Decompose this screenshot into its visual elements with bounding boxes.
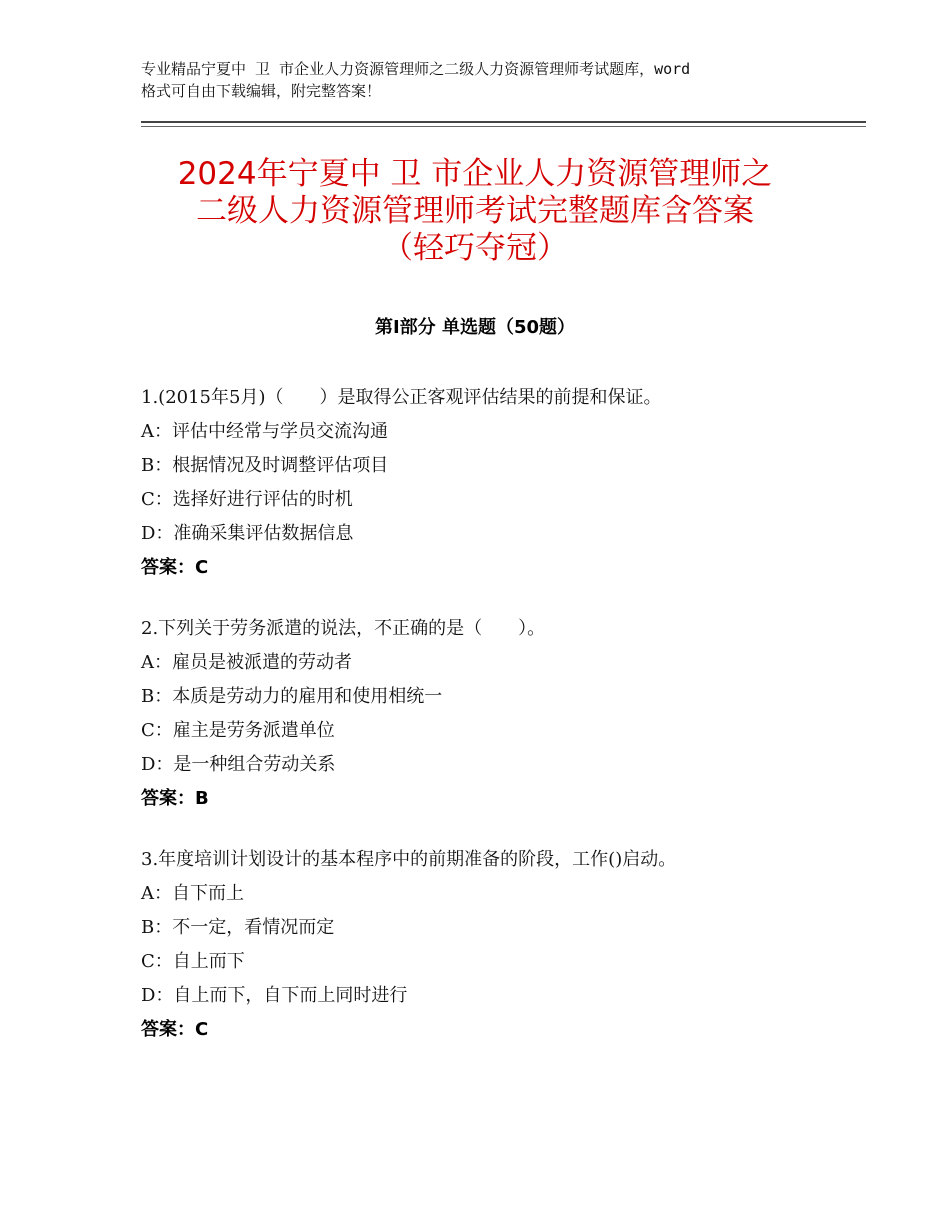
answer: 答案：C [141,557,209,578]
option-b: B：不一定，看情况而定 [141,917,335,938]
option-d: D：自上而下，自下而上同时进行 [141,985,408,1006]
document-title [100,156,850,267]
option-a: A：自下而上 [141,883,244,904]
title-line-2: 二级人力资源管理师考试完整题库含答案 [196,193,754,229]
section-title: 第Ⅰ部分 单选题（50题） [374,317,575,338]
answer: 答案：B [141,788,209,809]
header-note-line-2: 格式可自由下载编辑，附完整答案！ [141,82,382,100]
question-1 [141,381,841,585]
question-2 [141,612,841,816]
option-d: D：是一种组合劳动关系 [141,754,336,775]
question-stem: 1.(2015年5月)（ ）是取得公正客观评估结果的前提和保证。 [141,387,662,408]
option-b: B：根据情况及时调整评估项目 [141,455,389,476]
question-list [141,381,841,1074]
question-3 [141,843,841,1047]
option-a: A：雇员是被派遣的劳动者 [141,652,352,673]
header-divider-thin [141,126,866,127]
title-line-1: 2024年宁夏中 卫 市企业人力资源管理师之 [177,156,773,192]
header-divider-thick [141,121,866,123]
question-stem: 2.下列关于劳务派遣的说法，不正确的是（ ）。 [141,618,546,639]
option-a: A：评估中经常与学员交流沟通 [141,421,388,442]
option-b: B：本质是劳动力的雇用和使用相统一 [141,686,443,707]
option-d: D：准确采集评估数据信息 [141,523,354,544]
option-c: C：选择好进行评估的时机 [141,489,353,510]
title-line-3: （轻巧夺冠） [382,230,568,266]
question-stem: 3.年度培训计划设计的基本程序中的前期准备的阶段，工作()启动。 [141,849,677,870]
option-c: C：自上而下 [141,951,245,972]
header-note-line-1: 专业精品宁夏中 卫 市企业人力资源管理师之二级人力资源管理师考试题库，word [141,60,691,78]
header-note [141,58,831,102]
answer: 答案：C [141,1019,209,1040]
option-c: C：雇主是劳务派遣单位 [141,720,335,741]
